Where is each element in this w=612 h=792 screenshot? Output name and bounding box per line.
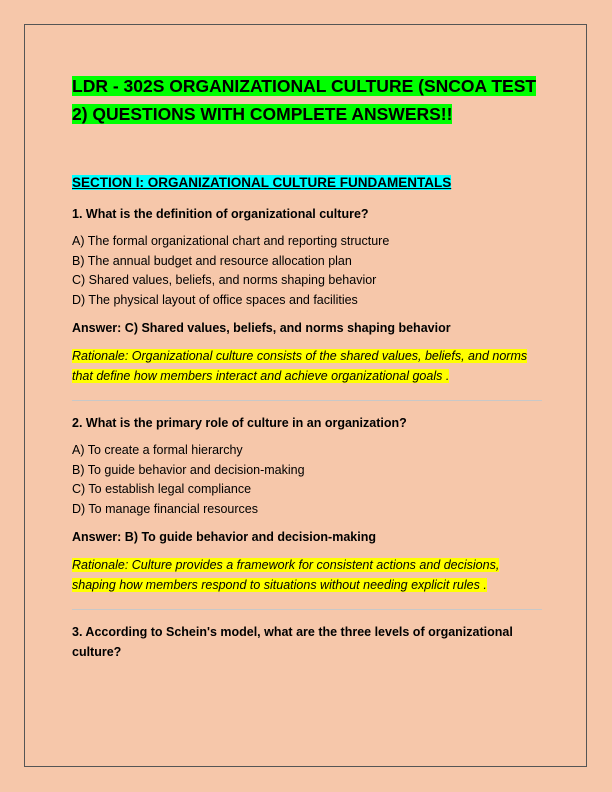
document-body bbox=[72, 72, 542, 662]
answer-text: Answer: C) Shared values, beliefs, and norms shaping behavior bbox=[72, 321, 451, 335]
answer-text: Answer: B) To guide behavior and decision-making bbox=[72, 530, 376, 544]
option-b: B) To guide behavior and decision-making bbox=[72, 462, 305, 477]
options-list bbox=[72, 441, 542, 519]
document-title: LDR - 302S ORGANIZATIONAL CULTURE (SNCOA TEST 2) QUESTIONS WITH COMPLETE ANSWERS!! bbox=[72, 76, 537, 124]
question-block-2 bbox=[72, 413, 542, 595]
option-d: D) To manage financial resources bbox=[72, 501, 258, 516]
option-a: A) To create a formal hierarchy bbox=[72, 443, 243, 457]
question-block-3 bbox=[72, 622, 542, 662]
question-text: 3. According to Schein's model, what are the three levels of organizational culture? bbox=[72, 625, 513, 659]
option-c: C) To establish legal compliance bbox=[72, 482, 252, 496]
section-heading: SECTION I: ORGANIZATIONAL CULTURE FUNDAMENTALS bbox=[72, 175, 452, 190]
question-block-1 bbox=[72, 204, 542, 386]
option-b: B) The annual budget and resource allocation plan bbox=[72, 253, 352, 268]
question-text: 1. What is the definition of organizational culture? bbox=[72, 207, 369, 221]
option-d: D) The physical layout of office spaces and facilities bbox=[72, 292, 358, 307]
divider bbox=[72, 609, 542, 610]
rationale-text: Rationale: Culture provides a framework for consistent actions and decisions, shaping how members respond to situations without needing explicit rules . bbox=[72, 558, 500, 592]
question-text: 2. What is the primary role of culture in an organization? bbox=[72, 416, 407, 430]
option-a: A) The formal organizational chart and reporting structure bbox=[72, 234, 390, 248]
option-c: C) Shared values, beliefs, and norms shaping behavior bbox=[72, 273, 377, 287]
divider bbox=[72, 400, 542, 401]
rationale-text: Rationale: Organizational culture consists of the shared values, beliefs, and norms that define how members interact and achieve organizational goals . bbox=[72, 349, 528, 383]
options-list bbox=[72, 232, 542, 310]
